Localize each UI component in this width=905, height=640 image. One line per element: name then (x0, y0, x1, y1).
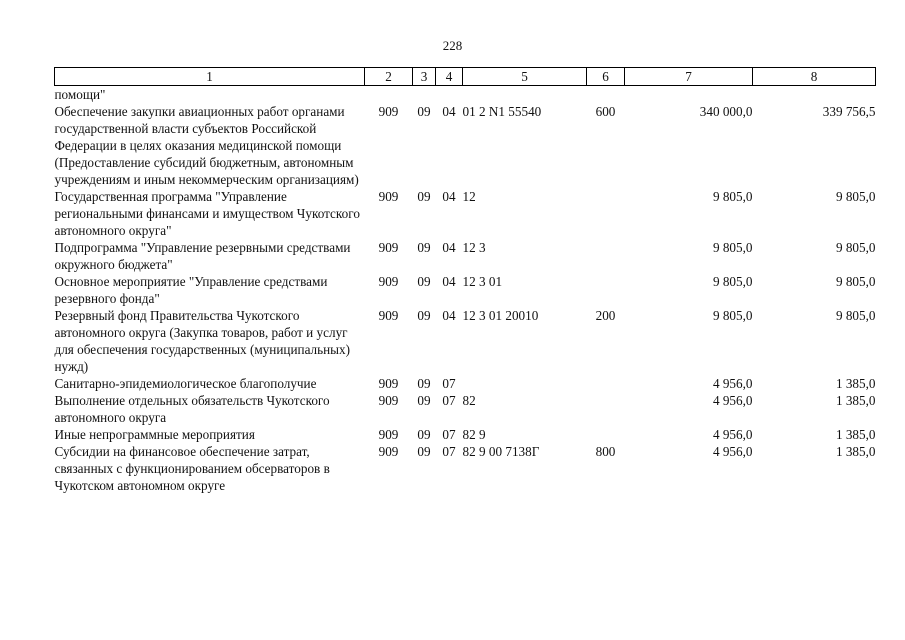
expense-type-code: 600 (595, 104, 616, 119)
amount-planned: 9 805,0 (712, 274, 753, 289)
header-col-8: 8 (753, 68, 876, 86)
row-name: Санитарно-эпидемиологическое благополучие (54, 376, 317, 391)
target-article-code: 82 9 (462, 427, 486, 442)
amount-planned: 4 956,0 (712, 427, 753, 442)
amount-planned: 4 956,0 (712, 376, 753, 391)
table-row (55, 188, 876, 239)
header-col-1: 1 (55, 68, 365, 86)
target-article-code: 12 3 01 20010 (462, 308, 539, 323)
section-code: 09 (417, 308, 431, 323)
table-row (55, 86, 876, 104)
amount-executed: 1 385,0 (835, 376, 876, 391)
target-article-code (463, 86, 587, 104)
ministry-code (365, 86, 413, 104)
amount-planned: 9 805,0 (712, 308, 753, 323)
expense-type-code (587, 392, 625, 426)
expense-type-code (587, 273, 625, 307)
target-article-code (463, 375, 587, 392)
subsection-code: 04 (442, 308, 456, 323)
ministry-code: 909 (378, 444, 399, 459)
header-col-5: 5 (463, 68, 587, 86)
expense-type-code: 800 (595, 444, 616, 459)
subsection-code: 04 (442, 189, 456, 204)
ministry-code: 909 (378, 104, 399, 119)
amount-executed: 339 756,5 (822, 104, 876, 119)
amount-executed: 9 805,0 (835, 189, 876, 204)
row-name: помощи" (54, 87, 106, 102)
table-row (55, 103, 876, 188)
subsection-code: 07 (442, 376, 456, 391)
table-header (55, 68, 876, 86)
header-col-2: 2 (365, 68, 413, 86)
table-row (55, 307, 876, 375)
amount-executed: 1 385,0 (835, 427, 876, 442)
target-article-code: 82 9 00 7138Г (462, 444, 540, 459)
header-col-3: 3 (413, 68, 436, 86)
section-code: 09 (417, 376, 431, 391)
header-col-6: 6 (587, 68, 625, 86)
ministry-code: 909 (378, 427, 399, 442)
amount-executed (753, 86, 876, 104)
table-row (55, 392, 876, 426)
table-row (55, 443, 876, 494)
subsection-code: 04 (442, 240, 456, 255)
section-code: 09 (417, 274, 431, 289)
page-number: 228 (442, 38, 463, 53)
amount-planned: 9 805,0 (712, 240, 753, 255)
row-name: Государственная программа "Управление региональными финансами и имуществом Чукотского автономного округа" (54, 189, 360, 238)
section-code: 09 (417, 104, 431, 119)
amount-executed: 1 385,0 (835, 393, 876, 408)
table-row (55, 239, 876, 273)
amount-planned (625, 86, 753, 104)
section-code: 09 (417, 393, 431, 408)
section-code: 09 (417, 427, 431, 442)
row-name: Выполнение отдельных обязательств Чукотского автономного округа (54, 393, 330, 425)
section-code: 09 (417, 189, 431, 204)
expense-type-code: 200 (595, 308, 616, 323)
ministry-code: 909 (378, 308, 399, 323)
target-article-code: 12 (462, 189, 476, 204)
target-article-code: 12 3 (462, 240, 486, 255)
subsection-code (436, 86, 463, 104)
target-article-code: 01 2 N1 55540 (462, 104, 542, 119)
expense-type-code (587, 86, 625, 104)
target-article-code: 12 3 01 (462, 274, 503, 289)
expense-type-code (587, 375, 625, 392)
subsection-code: 07 (442, 393, 456, 408)
table-row (55, 273, 876, 307)
ministry-code: 909 (378, 240, 399, 255)
section-code: 09 (417, 240, 431, 255)
row-name: Основное мероприятие "Управление средствами резервного фонда" (54, 274, 328, 306)
budget-table (54, 67, 876, 494)
amount-executed: 9 805,0 (835, 240, 876, 255)
amount-planned: 340 000,0 (699, 104, 753, 119)
subsection-code: 07 (442, 444, 456, 459)
section-code (413, 86, 436, 104)
ministry-code: 909 (378, 376, 399, 391)
ministry-code: 909 (378, 274, 399, 289)
row-name: Иные непрограммные мероприятия (54, 427, 255, 442)
amount-planned: 4 956,0 (712, 393, 753, 408)
header-col-4: 4 (436, 68, 463, 86)
row-name: Обеспечение закупки авиационных работ органами государственной власти субъектов Российской Федерации в целях оказания медицинской помощи (Предоставление субсидий бюджетным, автономным учреждениям и иным некоммерческим организациям) (54, 104, 359, 187)
section-code: 09 (417, 444, 431, 459)
amount-executed: 1 385,0 (835, 444, 876, 459)
subsection-code: 04 (442, 274, 456, 289)
expense-type-code (587, 426, 625, 443)
ministry-code: 909 (378, 393, 399, 408)
header-row (55, 68, 876, 86)
expense-type-code (587, 188, 625, 239)
row-name: Подпрограмма "Управление резервными средствами окружного бюджета" (54, 240, 351, 272)
amount-planned: 4 956,0 (712, 444, 753, 459)
row-name: Субсидии на финансовое обеспечение затрат, связанных с функционированием обсерваторов в Чукотском автономном округе (54, 444, 330, 493)
expense-type-code (587, 239, 625, 273)
subsection-code: 07 (442, 427, 456, 442)
amount-planned: 9 805,0 (712, 189, 753, 204)
amount-executed: 9 805,0 (835, 308, 876, 323)
table-row (55, 426, 876, 443)
target-article-code: 82 (462, 393, 476, 408)
row-name: Резервный фонд Правительства Чукотского автономного округа (Закупка товаров, работ и услуг для обеспечения государственных (муниципальных) нужд) (54, 308, 351, 374)
header-col-7: 7 (625, 68, 753, 86)
subsection-code: 04 (442, 104, 456, 119)
table-row (55, 375, 876, 392)
table-body (55, 86, 876, 495)
ministry-code: 909 (378, 189, 399, 204)
amount-executed: 9 805,0 (835, 274, 876, 289)
